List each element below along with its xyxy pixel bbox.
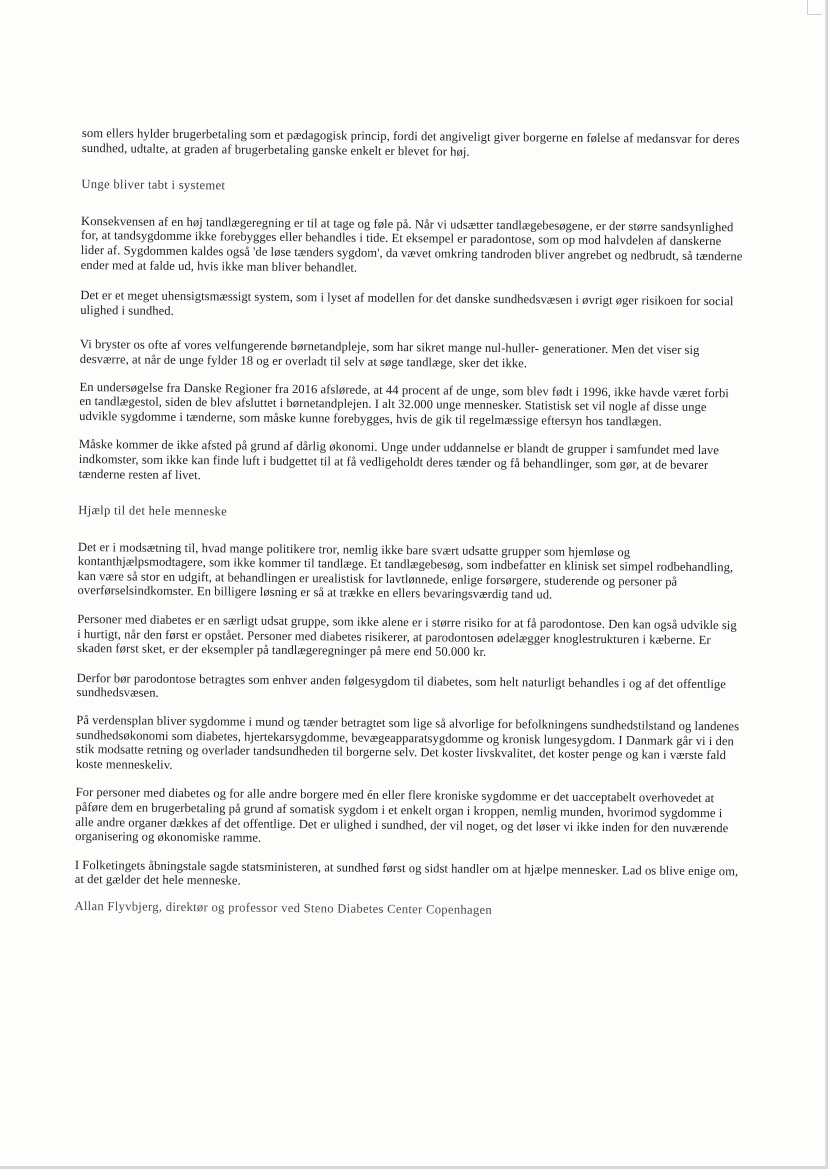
paragraph-1: Konsekvensen af en høj tandlægeregning er til at tage og føle på. Når vi udsætter tandlægebesøgene, er der større sandsynlighed for, at tandsygdomme ikke forebygges eller behandles i tide. Et eksempel er paradontose, som op mod halvdelen af danskerne lider af. Sygdommen kaldes også 'de løse tænders sygdom', da vævet omkring tandroden bliver angrebet og nedbrudt, så tænderne ender med at falde ud, hvis ikke man bliver behandlet. (80, 213, 743, 275)
paragraph-10: For personer med diabetes og for alle andre borgere med én eller flere kroniske sygdomme er det uacceptabelt overhovedet at påføre dem en brugerbetaling på grund af somatisk sygdom i et enkelt organ i kroppen, nemlig munden, hvorimod sygdomme i alle andre organer dækkes af det offentlige. Det er ulighed i sundhed, der vil noget, og det løser vi ikke inden for den nuværende organisering og økonomiske ramme. (75, 785, 729, 845)
paragraph-8: Derfor bør parodontose betragtes som enhver anden følgesygdom til diabetes, som helt naturligt behandles i og af det offentlige sundhedsvæsen. (76, 670, 727, 701)
paragraph-11: I Folketingets åbningstale sagde statsministeren, at sundhed først og sidst handler om at hjælpe mennesker. Lad os blive enige om, at det gælder det hele menneske. (74, 857, 739, 888)
paragraph-4: En undersøgelse fra Danske Regioner fra 2016 afslørede, at 44 procent af de unge, som blev født i 1996, ikke havde været forbi en tandlægestol, siden de blev afsluttet i børnetandplejen. I alt 32.000 unge mennesker. Statistisk set vil nogle af disse unge udvikle sygdomme i tænderne, som måske kunne forebygges, hvis de gik til regelmæssige eftersyn hos tandlægen. (79, 379, 729, 429)
paragraph-6: Det er i modsætning til, hvad mange politikere tror, nemlig ikke bare svært udsatte grupper som hjemløse og kontanthjælpsmodtagere, som ikke kommer til tandlæge. Et tandlægebesøg, som indbefatter en klinisk set simpel rodbehandling, kan være så stor en udgift, at behandlingen er urealistisk for lavtlønnede, enlige forsørgere, studerende og personer på overførselsindkomster. En billigere løsning er så at trække en ellers bevaringsværdig tand ud. (77, 539, 734, 603)
section-heading-hjaelp: Hjælp til det hele menneske (78, 503, 228, 519)
section-heading-unge: Unge bliver tabt i systemet (81, 177, 226, 193)
paragraph-intro: som ellers hylder brugerbetaling som et pædagogisk princip, fordi det angiveligt giver borgerne en følelse af medansvar for deres sundhed, udtalte, at graden af brugerbetaling ganske enkelt er blevet for høj. (81, 126, 740, 159)
paragraph-2: Det er et meget uhensigtsmæssigt system, som i lyset af modellen for det danske sundhedsvæsen i øvrigt øger risikoen for social ulighed i sundhed. (80, 288, 734, 318)
paragraph-9: På verdensplan bliver sygdomme i mund og tænder betragtet som lige så alvorlige for befolkningens sundhedstilstand og landenes sundhedsøkonomi som diabetes, hjertekarsygdomme, bevægeapparatsygdomme og kronisk lungesygdom. I Danmark går vi i den stik modsatte retning og overlader tandsundheden til borgerne selv. Det koster livskvalitet, det koster penge og kan i værste fald koste menneskeliv. (75, 713, 740, 772)
paragraph-5: Måske kommer de ikke afsted på grund af dårlig økonomi. Unge under uddannelse er blandt de grupper i samfundet med lave indkomster, som ikke kan finde luft i budgettet til at få vedligeholdt deres tænder og få behandlinger, som gør, at de bevarer tænderne resten af livet. (78, 437, 719, 482)
paragraph-3: Vi bryster os ofte af vores velfungerende børnetandpleje, som har sikret mange nul-huller- generationer. Men det viser sig desværre, at når de unge fylder 18 og er overladt til selv at søge tandlæge, sker det ikke. (79, 337, 700, 371)
page-corner-mark (807, 0, 822, 15)
author-signature: Allan Flyvbjerg, direktør og professor ved Steno Diabetes Center Copenhagen (74, 898, 493, 917)
paragraph-7: Personer med diabetes er en særligt udsat gruppe, som ikke alene er i større risiko for at få parodontose. Den kan også udvikle sig i hurtigt, når den først er opstået. Personer med diabetes risikerer, at parodontosen ødelægger knoglestrukturen i kæberne. Er skaden først sket, er der eksempler på tandlægeregninger på mere end 50.000 kr. (76, 612, 737, 660)
article-body (74, 126, 746, 932)
